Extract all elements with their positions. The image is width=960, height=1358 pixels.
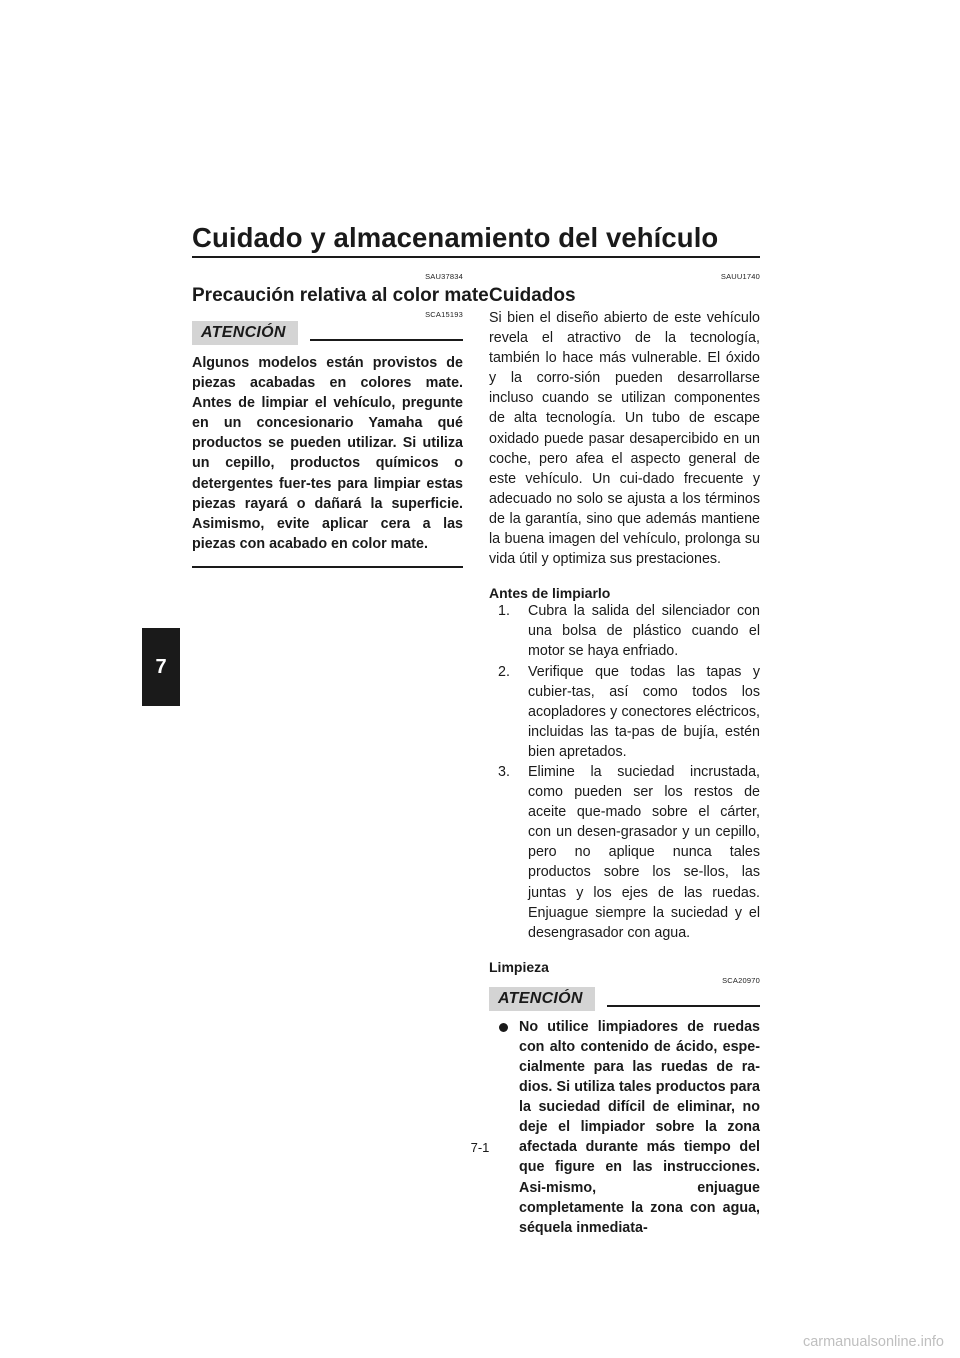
subheading-before-cleaning: Antes de limpiarlo	[489, 585, 611, 602]
section-code: SAUU1740	[720, 272, 760, 281]
caution-code: SCA20970	[722, 975, 760, 985]
caution-label: ATENCIÓN	[192, 321, 298, 345]
caution-rule	[310, 339, 463, 341]
care-intro-paragraph: Si bien el diseño abierto de este vehículo revela el atractivo de la tecnología, también lo hace más vulnerable. El óxido y la corro-sión pueden desarrollarse incluso cuando se utilizan componentes de alta tecnología. Un tubo de escape oxidado puede pasar desapercibido en un coche, pero afea el aspecto general de este vehículo. Un cui-dado frecuente y adecuado no solo se ajusta a los términos de la garantía, sino que además mantiene la buena imagen del vehículo, prolonga su vida útil y optimiza sus prestaciones.	[489, 310, 760, 568]
steps-list	[489, 601, 760, 943]
caution-label: ATENCIÓN	[489, 987, 595, 1011]
caution-code: SCA15193	[425, 310, 463, 319]
caution-header	[192, 321, 463, 345]
page-title: Cuidado y almacenamiento del vehículo	[192, 222, 719, 253]
section-code: SAU37834	[425, 272, 463, 281]
section-heading-matte-color: Precaución relativa al color mate	[192, 285, 489, 306]
subheading-cleaning: Limpieza	[489, 958, 549, 975]
caution-bullet-text: No utilice limpiadores de ruedas con alto contenido de ácido, espe-cialmente para las ruedas de ra-dios. Si utiliza tales productos para la suciedad difícil de eliminar, no deje el limpiador sobre la zona afectada durante más tiempo del que figure en las instrucciones. Asi-mismo, enjuague completamente la zona con agua, séquela inmediata-	[519, 1018, 760, 1236]
section-heading-care: Cuidados	[489, 285, 576, 306]
list-item	[489, 762, 760, 943]
caution-end-rule	[192, 566, 463, 568]
bullet-icon	[499, 1023, 508, 1032]
left-column	[192, 272, 489, 568]
right-column	[489, 272, 760, 1238]
step-text: Cubra la salida del silenciador con una bolsa de plástico cuando el motor se haya enfriado.	[528, 603, 760, 660]
list-item	[489, 601, 760, 661]
step-number: 3.	[498, 763, 510, 780]
page-number: 7-1	[470, 1140, 490, 1155]
step-text: Verifique que todas las tapas y cubier-tas, así como todos los acopladores y conectores eléctricos, incluidas las ta-pas de bujía, estén bien apretados.	[528, 663, 760, 760]
step-number: 2.	[498, 663, 510, 680]
watermark: carmanualsonline.info	[802, 1334, 944, 1350]
caution-text: Algunos modelos están provistos de piezas acabadas en colores mate. Antes de limpiar el vehículo, pregunte en un concesionario Yamaha qué productos se pueden utilizar. Si utiliza un cepillo, productos químicos o detergentes fuer-tes para limpiar estas piezas rayará o dañará la superficie. Asimismo, evite aplicar cera a las piezas con acabado en color mate.	[192, 355, 463, 552]
list-item	[489, 1017, 760, 1238]
step-number: 1.	[498, 603, 510, 620]
title-rule	[192, 256, 760, 258]
caution-rule	[607, 1005, 760, 1007]
list-item	[489, 662, 760, 762]
caution-header	[489, 987, 760, 1011]
chapter-tab: 7	[142, 628, 180, 706]
step-text: Elimine la suciedad incrustada, como pueden ser los restos de aceite que-mado sobre el cárter, con un desen-grasador y un cepillo, pero no aplique nunca tales productos sobre los se-llos, las juntas y los ejes de las ruedas. Enjuague siempre la suciedad y el desengrasador con agua.	[528, 763, 760, 941]
